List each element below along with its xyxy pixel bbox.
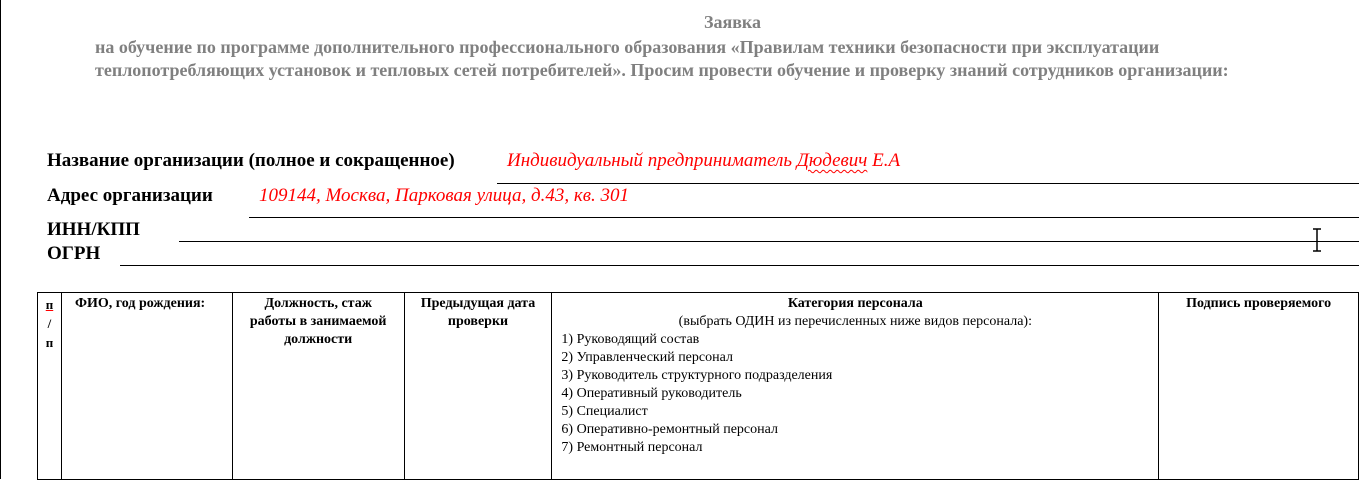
page-left-border — [0, 0, 1, 479]
col-position-label: Должность, стаж работы в занимаемой должности — [249, 296, 387, 347]
category-item: 7) Ремонтный персонал — [561, 440, 703, 455]
text-cursor-icon — [1310, 228, 1324, 252]
org-name-initials: Е.А — [867, 150, 901, 171]
document-title: Заявка — [703, 12, 762, 32]
org-name-underline — [497, 183, 1359, 184]
col-category-header — [552, 293, 1159, 480]
category-item: 5) Специалист — [561, 404, 648, 419]
address-underline — [249, 217, 1359, 218]
org-name-label: Название организации (полное и сокращенное) — [47, 150, 455, 171]
ogrn-underline[interactable] — [120, 265, 1359, 266]
col-signature-label: Подпись проверяемого — [1186, 296, 1332, 311]
col-position-header — [232, 293, 404, 480]
col-fio-header — [61, 293, 232, 480]
address-value[interactable]: 109144, Москва, Парковая улица, д.43, кв. 301 — [259, 185, 630, 206]
col-number-line: п — [45, 335, 54, 350]
col-prev-date-header — [404, 293, 552, 480]
org-name-value[interactable] — [507, 150, 900, 172]
ogrn-label: ОГРН — [47, 243, 101, 264]
category-list — [555, 331, 1155, 457]
table-header-row — [38, 293, 1359, 480]
category-item: 4) Оперативный руководитель — [561, 386, 742, 401]
org-name-value-part: Индивидуальный предприниматель — [507, 150, 797, 171]
category-item: 1) Руководящий состав — [561, 332, 700, 347]
personnel-table — [37, 292, 1359, 480]
col-category-subtitle: (выбрать ОДИН из перечисленных ниже видов персонала): — [678, 314, 1032, 329]
col-category-title: Категория персонала — [787, 296, 923, 311]
inn-kpp-label: ИНН/КПП — [47, 219, 140, 240]
col-signature-header — [1159, 293, 1359, 480]
col-fio-label: ФИО, год рождения: — [74, 296, 206, 311]
col-number-header — [38, 293, 62, 480]
category-item: 3) Руководитель структурного подразделения — [561, 368, 833, 383]
inn-kpp-underline[interactable] — [179, 241, 1359, 242]
category-item: 6) Оперативно-ремонтный персонал — [561, 422, 778, 437]
category-item: 2) Управленческий персонал — [561, 350, 733, 365]
address-label: Адрес организации — [47, 185, 213, 206]
org-name-surname: Дюдевич — [796, 150, 868, 171]
document-intro: на обучение по программе дополнительного профессионального образования «Правилам техники безопасности при эксплуатации теплопотребляющих установок и тепловых сетей потребителей». Просим провести обучение и проверку знаний сотрудников организации: — [95, 37, 1229, 80]
col-number-line: / — [47, 316, 52, 331]
col-number-line: п — [45, 297, 54, 312]
col-prev-date-label: Предыдущая дата проверки — [420, 296, 536, 329]
